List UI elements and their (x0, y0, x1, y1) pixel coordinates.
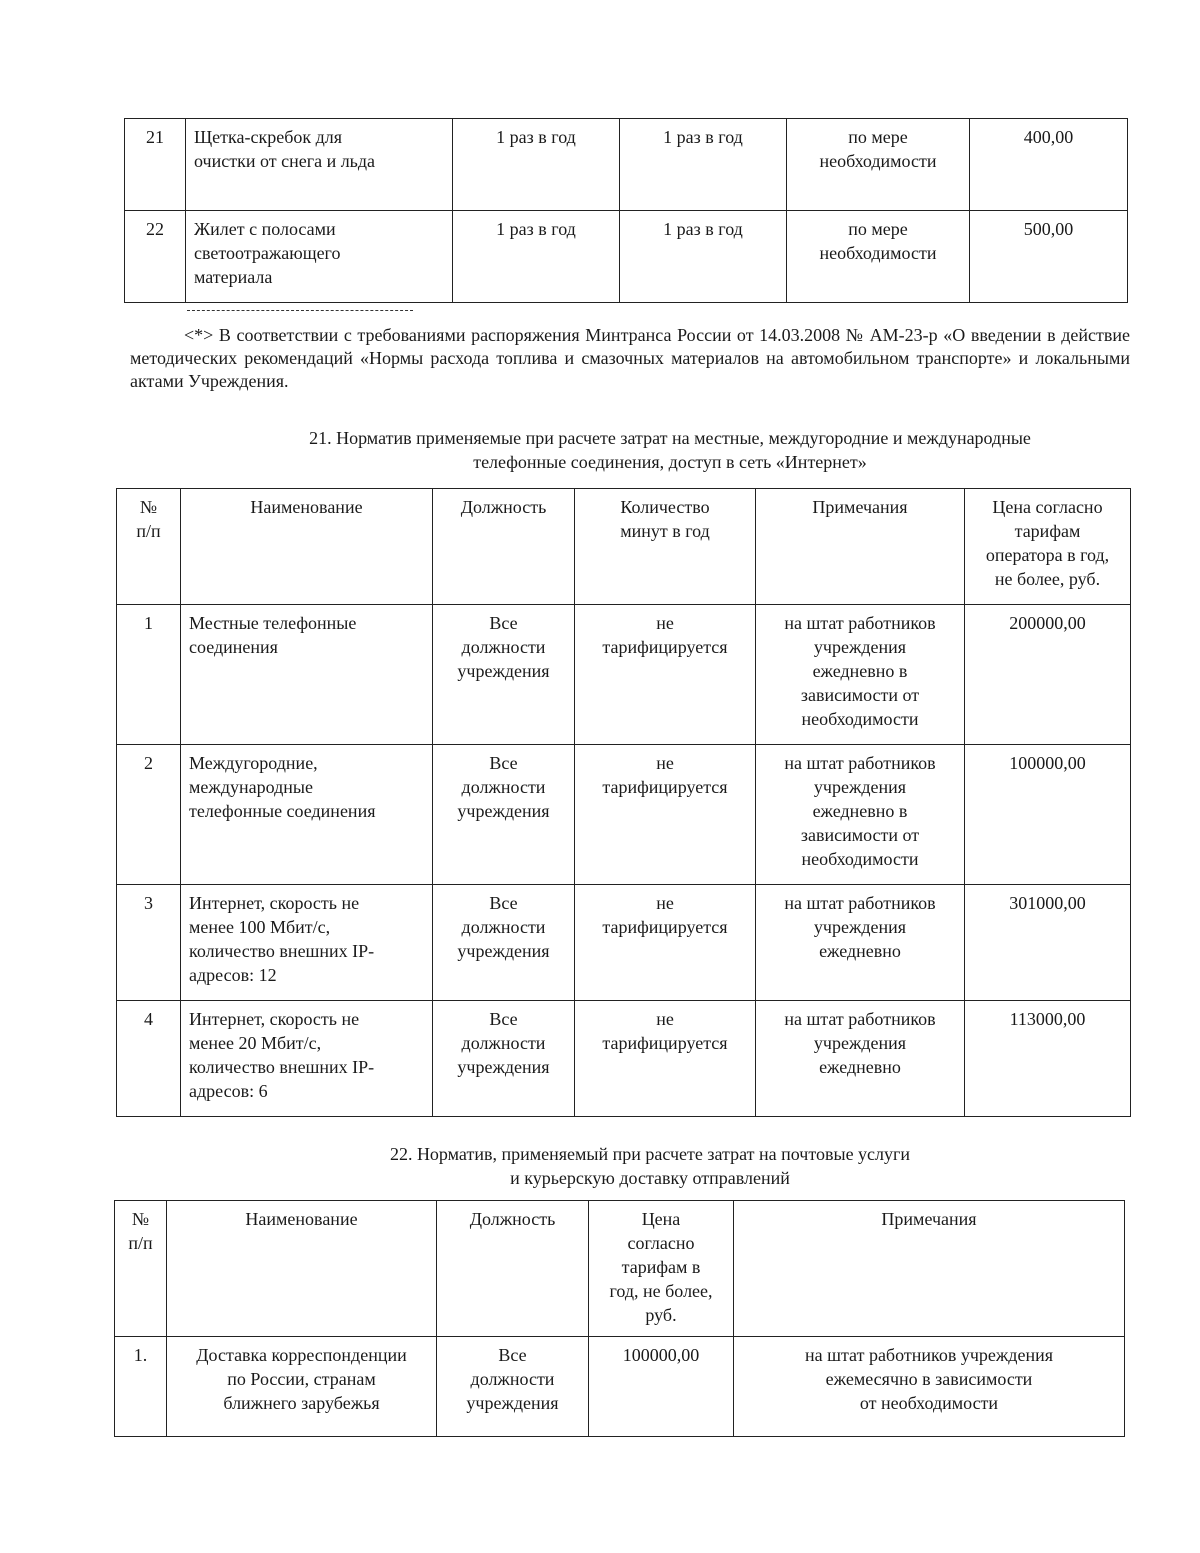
column-header: № п/п (117, 489, 181, 605)
position: Все должности учреждения (433, 1001, 575, 1117)
table-row (117, 745, 1131, 885)
row-number: 21 (125, 119, 186, 211)
table-row (117, 605, 1131, 745)
row-number: 22 (125, 211, 186, 303)
minutes: не тарифицируется (575, 745, 756, 885)
note: на штат работников учреждения ежедневно (756, 1001, 965, 1117)
footnote-divider (187, 310, 413, 311)
note: на штат работников учреждения ежедневно в зависимости от необходимости (756, 745, 965, 885)
column-header: Цена согласно тарифам оператора в год, не более, руб. (965, 489, 1131, 605)
price: 113000,00 (965, 1001, 1131, 1117)
column-header: Цена согласно тарифам в год, не более, руб. (589, 1201, 734, 1337)
position: Все должности учреждения (433, 885, 575, 1001)
service-name: Интернет, скорость не менее 20 Мбит/с, количество внешних IP- адресов: 6 (181, 1001, 433, 1117)
row-number: 1. (115, 1337, 167, 1437)
table-row (115, 1337, 1125, 1437)
item-name: Щетка-скребок для очистки от снега и льда (186, 119, 453, 211)
row-number: 4 (117, 1001, 181, 1117)
table-row (125, 119, 1128, 211)
column-header: Наименование (167, 1201, 437, 1337)
minutes: не тарифицируется (575, 605, 756, 745)
price: 100000,00 (965, 745, 1131, 885)
price: 301000,00 (965, 885, 1131, 1001)
position: Все должности учреждения (433, 605, 575, 745)
service-name: Междугородние, международные телефонные соединения (181, 745, 433, 885)
service-name: Местные телефонные соединения (181, 605, 433, 745)
table-row (117, 885, 1131, 1001)
row-number: 2 (117, 745, 181, 885)
supplies-table (124, 118, 1128, 303)
row-number: 3 (117, 885, 181, 1001)
column-header: Должность (437, 1201, 589, 1337)
column-header: Количество минут в год (575, 489, 756, 605)
note: по мере необходимости (787, 119, 970, 211)
column-header: Должность (433, 489, 575, 605)
column-header: Наименование (181, 489, 433, 605)
postal-table (114, 1200, 1125, 1437)
telecom-table (116, 488, 1131, 1117)
table-row (117, 1001, 1131, 1117)
column-header: Примечания (756, 489, 965, 605)
frequency: 1 раз в год (620, 119, 787, 211)
position: Все должности учреждения (437, 1337, 589, 1437)
service-name: Интернет, скорость не менее 100 Мбит/с, количество внешних IP- адресов: 12 (181, 885, 433, 1001)
section-22-heading: 22. Норматив, применяемый при расчете затрат на почтовые услуги и курьерскую доставку отправлений (389, 1144, 911, 1188)
row-number: 1 (117, 605, 181, 745)
price: 500,00 (970, 211, 1128, 303)
frequency: 1 раз в год (453, 211, 620, 303)
minutes: не тарифицируется (575, 1001, 756, 1117)
table-row (125, 211, 1128, 303)
note: по мере необходимости (787, 211, 970, 303)
frequency: 1 раз в год (453, 119, 620, 211)
note: на штат работников учреждения ежедневно (756, 885, 965, 1001)
column-header: № п/п (115, 1201, 167, 1337)
frequency: 1 раз в год (620, 211, 787, 303)
service-name: Доставка корреспонденции по России, странам ближнего зарубежья (167, 1337, 437, 1437)
minutes: не тарифицируется (575, 885, 756, 1001)
column-header: Примечания (734, 1201, 1125, 1337)
price: 400,00 (970, 119, 1128, 211)
position: Все должности учреждения (433, 745, 575, 885)
price: 100000,00 (589, 1337, 734, 1437)
table-header-row (115, 1201, 1125, 1337)
price: 200000,00 (965, 605, 1131, 745)
note: на штат работников учреждения ежемесячно в зависимости от необходимости (734, 1337, 1125, 1437)
section-21-heading: 21. Норматив применяемые при расчете затрат на местные, междугородние и международные телефонные соединения, доступ в сеть «Интернет» (309, 428, 1031, 472)
table-header-row (117, 489, 1131, 605)
note: на штат работников учреждения ежедневно в зависимости от необходимости (756, 605, 965, 745)
footnote: <*> В соответствии с требованиями распоряжения Минтранса России от 14.03.2008 № АМ-23-р «О введении в действие методических рекомендаций «Нормы расхода топлива и смазочных материалов на автомобильном транспорте» и локальными актами Учреждения. (130, 325, 1130, 391)
item-name: Жилет с полосами светоотражающего материала (186, 211, 453, 303)
